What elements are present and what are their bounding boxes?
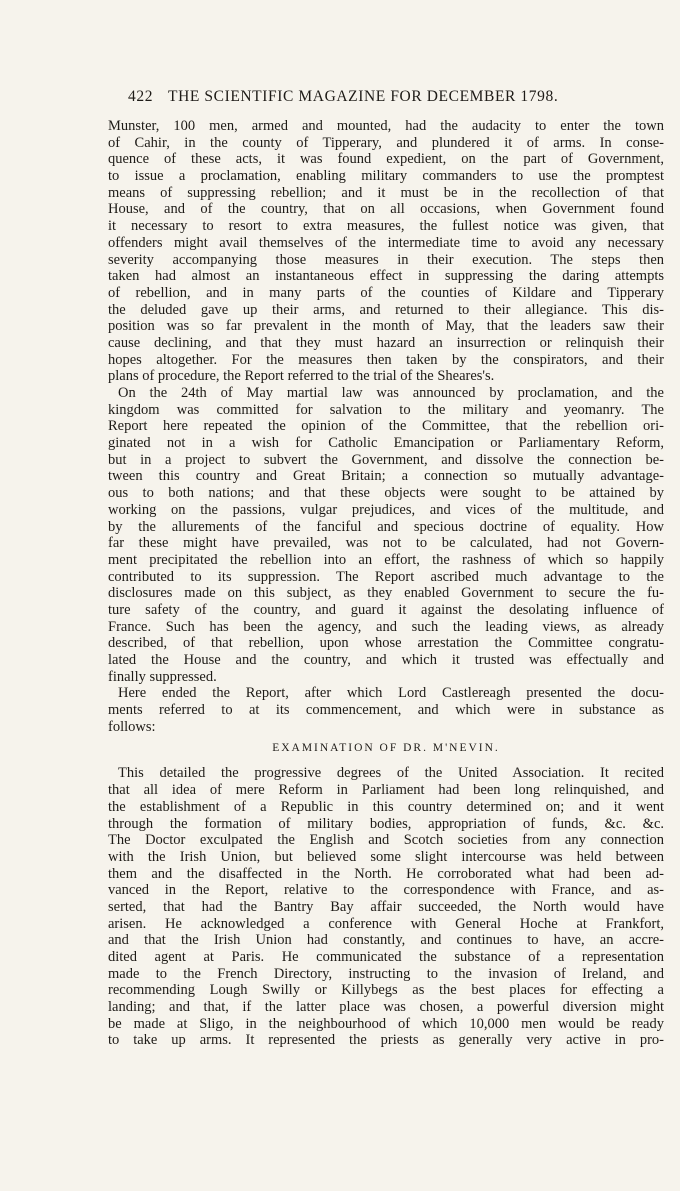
text-line: disclosures made on this subject, as they enabled Government to secure the fu- [108,585,664,602]
text-line: ments referred to at its commencement, and which were in substance as [108,702,664,719]
text-line: contributed to its suppression. The Report ascribed much advantage to the [108,568,664,585]
text-line: ture safety of the country, and guard it against the desolating influence of [108,601,664,618]
text-line: to issue a proclamation, enabling military commanders to use the promptest [108,168,664,185]
text-line: House, and of the country, that on all occasions, when Government found [108,201,664,218]
text-line: arisen. He acknowledged a conference with General Hoche at Frankfort, [108,915,664,932]
text-line: lated the House and the country, and which it trusted was effectually and [108,652,664,668]
text-line: by the allurements of the fanciful and specious doctrine of equality. How [108,518,664,535]
text-line: ment precipitated the rebellion into an effort, the rashness of which so happily [108,551,664,568]
page-number: 422 [128,88,154,105]
text-line: that all idea of mere Reform in Parliament had been long relinquished, and [108,782,664,799]
text-line: On the 24th of May martial law was announced by proclamation, and the [118,385,664,401]
text-line: dited agent at Paris. He communicated the substance of a representation [108,949,664,965]
text-line: means of suppressing rebellion; and it must be in the recollection of that [108,184,664,201]
paragraph-3 [108,685,664,735]
text-line: Here ended the Report, after which Lord Castlereagh presented the docu- [118,685,664,702]
text-line: landing; and that, if the latter place was chosen, a powerful diversion might [108,999,664,1016]
running-title: THE SCIENTIFIC MAGAZINE FOR DECEMBER 1798. [168,88,559,105]
text-line: follows: [108,718,156,735]
text-line: be made at Sligo, in the neighbourhood of which 10,000 men would be ready [108,1015,664,1032]
text-line: offenders might avail themselves of the intermediate time to avoid any necessary [108,234,664,251]
paragraph-2 [108,385,664,685]
section-heading: EXAMINATION OF DR. M'NEVIN. [272,742,500,755]
text-line: the establishment of a Republic in this country determined on; and it went [108,798,664,815]
text-line: This detailed the progressive degrees of the United Association. It recited [118,765,664,782]
text-line: position was so far prevalent in the month of May, that the leaders saw their [108,318,664,335]
text-line: recommending Lough Swilly or Killybegs as the best places for effecting a [108,982,664,999]
text-line: but in a project to subvert the Government, and dissolve the connection be- [108,451,664,468]
text-line: serted, that had the Bantry Bay affair succeeded, the North would have [108,898,664,915]
text-line: far these might have prevailed, was not to be calculated, had not Govern- [108,535,664,552]
text-line: The Doctor exculpated the English and Scotch societies from any connection [108,832,664,849]
paragraph-1 [108,118,664,385]
text-line: Munster, 100 men, armed and mounted, had the audacity to enter the town [108,118,664,134]
text-line: it necessary to resort to extra measures, the fullest notice was given, that [108,218,664,235]
text-line: of Cahir, in the county of Tipperary, and plundered it of arms. In conse- [108,134,664,151]
text-line: the deluded gave up their arms, and returned to their allegiance. This dis- [108,301,664,318]
text-line: vanced in the Report, relative to the correspondence with France, and as- [108,882,664,899]
text-line: hopes altogether. For the measures then taken by the conspirators, and their [108,351,664,368]
text-line: through the formation of military bodies, appropriation of funds, &c. &c. [108,815,664,832]
text-line: tween this country and Great Britain; a connection so mutually advantage- [108,468,664,485]
text-line: kingdom was committed for salvation to the military and yeomanry. The [108,401,664,418]
text-line: them and the disaffected in the North. He corroborated what had been ad- [108,865,664,882]
running-header [128,88,668,106]
text-line: described, of that rebellion, upon whose arrestation the Committee congratu- [108,635,664,652]
text-line: ous to both nations; and that these objects were sought to be attained by [108,485,664,502]
text-line: made to the French Directory, instructing to the invasion of Ireland, and [108,965,664,982]
text-line: to take up arms. It represented the priests as generally very active in pro- [108,1032,664,1049]
text-line: and that the Irish Union had constantly, and continues to have, an accre- [108,932,664,949]
text-line: finally suppressed. [108,668,217,685]
text-line: ginated not in a wish for Catholic Emancipation or Parliamentary Reform, [108,435,664,452]
text-line: with the Irish Union, but believed some slight intercourse was held between [108,848,664,865]
page-body [108,118,664,1049]
text-line: quence of these acts, it was found expedient, on the part of Government, [108,151,664,168]
text-line: plans of procedure, the Report referred to the trial of the Sheares's. [108,368,495,385]
text-line: Report here repeated the opinion of the Committee, that the rebellion ori- [108,418,664,435]
text-line: France. Such has been the agency, and such the leading views, as already [108,618,664,635]
text-line: taken had almost an instantaneous effect in suppressing the daring attempts [108,268,664,285]
text-line: of rebellion, and in many parts of the counties of Kildare and Tipperary [108,284,664,301]
paragraph-4 [108,765,664,1049]
text-line: working on the passions, vulgar prejudices, and vices of the multitude, and [108,501,664,518]
text-line: cause declining, and that they must hazard an insurrection or relinquish their [108,334,664,351]
text-line: severity accompanying those measures in their execution. The steps then [108,251,664,268]
